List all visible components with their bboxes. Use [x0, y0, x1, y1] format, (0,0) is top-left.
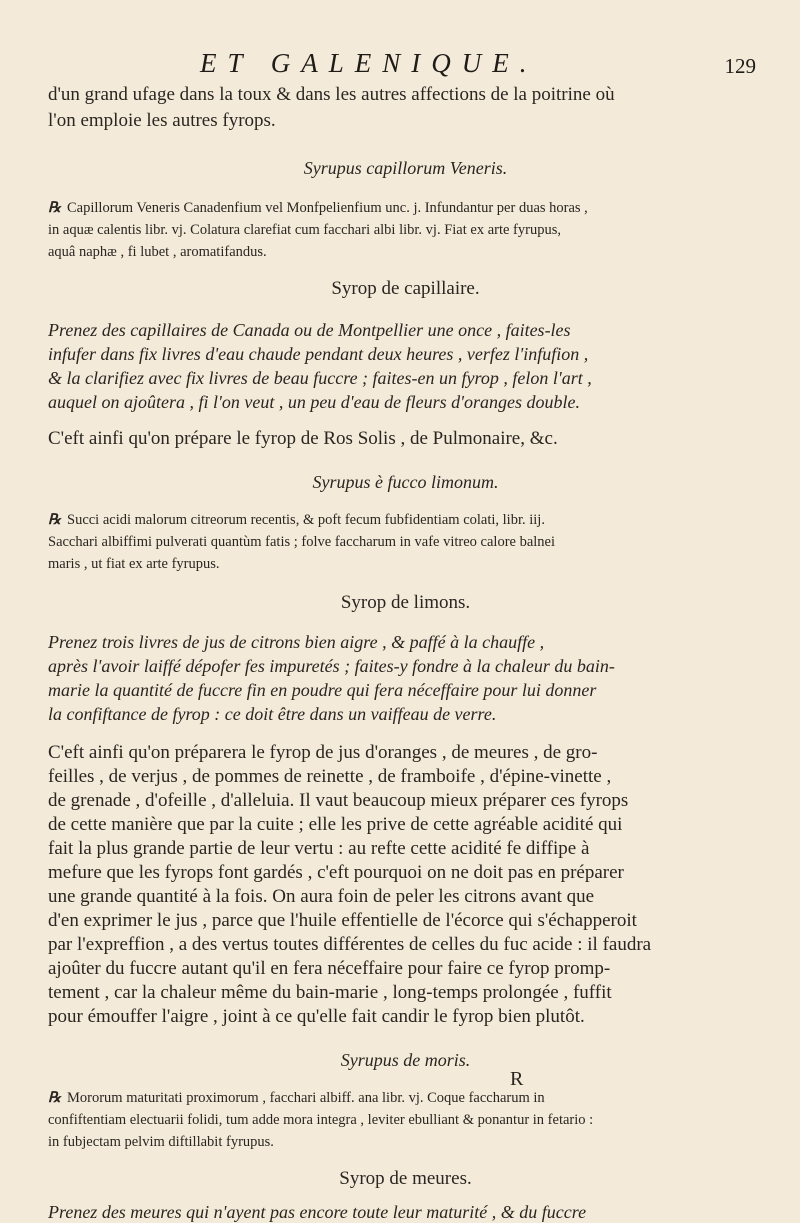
- line-text: pour émouffer l'aigre , joint à ce qu'elle fait candir le fyrop bien plutôt.: [48, 1006, 585, 1027]
- text-line: [48, 886, 594, 908]
- line-text: in aquæ calentis libr. vj. Colatura clarefiat cum facchari albi libr. vj. Fiat ex arte fyrupus,: [48, 222, 561, 238]
- line-text: maris , ut fiat ex arte fyrupus.: [48, 556, 220, 572]
- line-text: marie la quantité de fuccre fin en poudre qui fera néceffaire pour lui donner: [48, 680, 597, 700]
- line-text: Prenez des meures qui n'ayent pas encore toute leur maturité , & du fuccre: [48, 1202, 587, 1222]
- text-line: [48, 1134, 274, 1151]
- line-text: d'un grand ufage dans la toux & dans les autres affections de la poitrine où: [48, 84, 615, 105]
- line-text: Syrupus è fucco limonum.: [312, 472, 499, 492]
- text-line: [48, 534, 555, 551]
- line-text: Syrop de capillaire.: [331, 278, 480, 299]
- text-line: [48, 656, 615, 677]
- line-text: mefure que les fyrops font gardés , c'eft pourquoi on ne doit pas en préparer: [48, 862, 624, 883]
- line-text: par l'expreffion , a des vertus toutes différentes de celles du fuc acide : il faudra: [48, 934, 652, 955]
- line-text: C'eft ainfi qu'on préparera le fyrop de jus d'oranges , de meures , de gro-: [48, 742, 598, 763]
- text-line: [48, 556, 220, 573]
- signature-mark: R: [510, 1068, 524, 1090]
- text-line: [48, 368, 592, 389]
- text-line: [48, 632, 544, 653]
- text-line: [48, 222, 561, 239]
- line-text: C'eft ainfi qu'on prépare le fyrop de Ros Solis , de Pulmonaire, &c.: [48, 428, 558, 449]
- line-text: infufer dans fix livres d'eau chaude pendant deux heures , verfez l'infufion ,: [48, 344, 589, 364]
- text-line: [48, 1006, 585, 1028]
- text-line: [48, 742, 597, 764]
- line-text: de cette manière que par la cuite ; elle les prive de cette agréable acidité qui: [48, 814, 623, 835]
- text-line: [48, 958, 610, 980]
- text-line: [48, 158, 763, 179]
- line-text: & la clarifiez avec fix livres de beau fuccre ; faites-en un fyrop , felon l'art ,: [48, 368, 592, 388]
- recipe-symbol: ℞: [48, 200, 61, 216]
- text-line: [48, 320, 571, 341]
- text-line: [48, 344, 588, 365]
- text-line: [48, 472, 763, 493]
- text-line: [48, 790, 628, 812]
- line-text: Mororum maturitati proximorum , facchari albiff. ana libr. vj. Coque faccharum in: [67, 1090, 545, 1106]
- text-line: [48, 1050, 763, 1071]
- text-line: [48, 84, 615, 106]
- line-text: confiftentiam electuarii folidi, tum adde mora integra , leviter ebulliant & ponantur in fetario :: [48, 1112, 594, 1128]
- line-text: l'on emploie les autres fyrops.: [48, 110, 276, 131]
- text-line: [48, 200, 588, 217]
- line-text: Prenez des capillaires de Canada ou de Montpellier une once , faites-les: [48, 320, 571, 340]
- page-header: [0, 48, 800, 88]
- line-text: aquâ naphæ , fi lubet , aromatifandus.: [48, 244, 267, 260]
- line-text: fait la plus grande partie de leur vertu : au refte cette acidité fe diffipe à: [48, 838, 590, 859]
- text-line: [48, 910, 637, 932]
- line-text: après l'avoir laiffé dépofer fes impuretés ; faites-y fondre à la chaleur du bain-: [48, 656, 615, 676]
- line-text: la confiftance de fyrop : ce doit être dans un vaiffeau de verre.: [48, 704, 497, 724]
- line-text: Syrupus capillorum Veneris.: [303, 158, 508, 178]
- page-number: 129: [724, 54, 756, 78]
- line-text: une grande quantité à la fois. On aura foin de peler les citrons avant que: [48, 886, 595, 907]
- text-line: [48, 814, 622, 836]
- text-line: [48, 1168, 763, 1190]
- line-text: feilles , de verjus , de pommes de reinette , de framboife , d'épine-vinette ,: [48, 766, 612, 787]
- text-line: [48, 1090, 545, 1107]
- line-text: Capillorum Veneris Canadenfium vel Monfpelienfium unc. j. Infundantur per duas horas ,: [67, 200, 588, 216]
- text-line: [48, 1202, 586, 1223]
- line-text: in fubjectam pelvim diftillabit fyrupus.: [48, 1134, 274, 1150]
- text-line: [48, 1112, 593, 1129]
- text-line: [48, 766, 611, 788]
- text-line: [48, 278, 763, 300]
- text-line: [48, 838, 589, 860]
- line-text: d'en exprimer le jus , parce que l'huile effentielle de l'écorce qui s'échapperoit: [48, 910, 637, 931]
- text-line: [48, 934, 651, 956]
- text-line: [48, 704, 496, 725]
- line-text: tement , car la chaleur même du bain-marie , long-temps prolongée , fuffit: [48, 982, 612, 1003]
- text-line: [48, 680, 596, 701]
- line-text: de grenade , d'ofeille , d'alleluia. Il vaut beaucoup mieux préparer ces fyrops: [48, 790, 629, 811]
- line-text: Syrop de meures.: [339, 1168, 472, 1189]
- text-line: [48, 592, 763, 614]
- text-line: [48, 392, 580, 413]
- text-line: [48, 982, 612, 1004]
- line-text: Sacchari albiffimi pulverati quantùm fatis ; folve faccharum in vafe vitreo calore balnei: [48, 534, 556, 550]
- line-text: Succi acidi malorum citreorum recentis, & poft fecum fubfidentiam colati, libr. iij.: [67, 512, 545, 528]
- text-line: [48, 512, 545, 529]
- recipe-symbol: ℞: [48, 512, 61, 528]
- text-line: [48, 244, 267, 261]
- line-text: ajoûter du fuccre autant qu'il en fera néceffaire pour faire ce fyrop promp-: [48, 958, 611, 979]
- line-text: Prenez trois livres de jus de citrons bien aigre , & paffé à la chauffe ,: [48, 632, 545, 652]
- running-head: ET GALENIQUE.: [200, 48, 538, 78]
- recipe-symbol: ℞: [48, 1090, 61, 1106]
- text-line: [48, 428, 558, 450]
- text-line: [48, 862, 624, 884]
- text-line: [48, 110, 276, 132]
- line-text: Syrop de limons.: [340, 592, 471, 613]
- line-text: auquel on ajoûtera , fi l'on veut , un peu d'eau de fleurs d'oranges double.: [48, 392, 580, 412]
- line-text: Syrupus de moris.: [340, 1050, 471, 1070]
